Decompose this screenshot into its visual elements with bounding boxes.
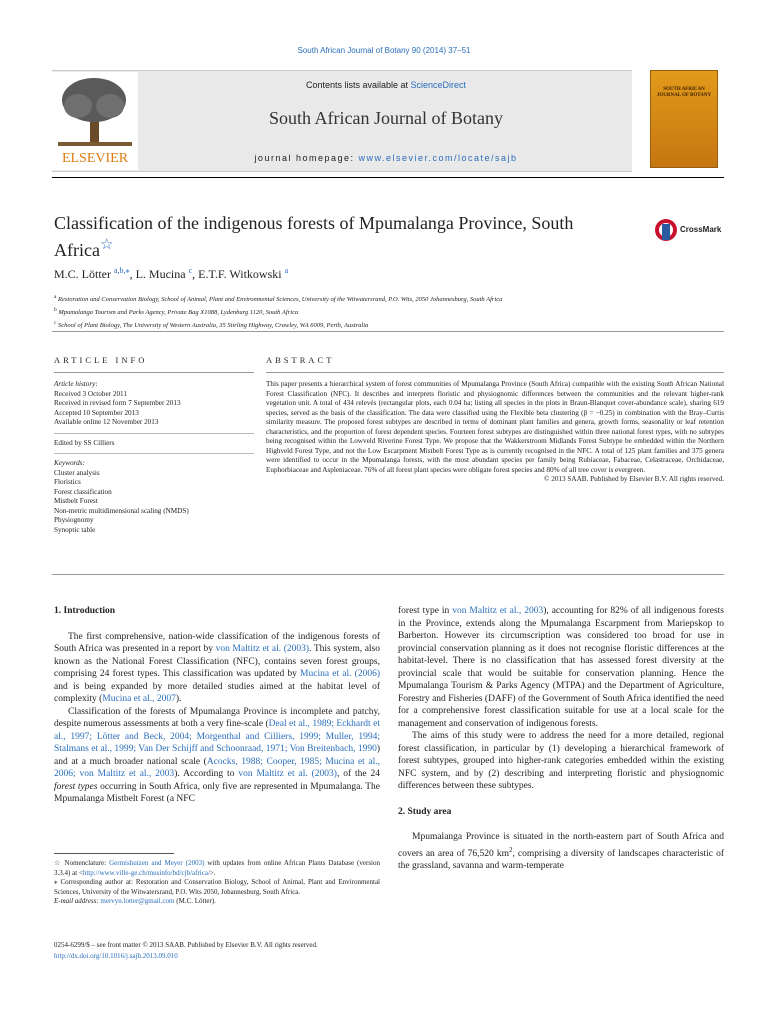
intro-paragraph-4: The aims of this study were to address the need for a more detailed, regional forest classification, in particular by (1) developing a hierarchical framework of forest subtypes, grouped into higher-rank categories embedded within the existing NFC system, and by (2) describing and interpreting floristic and physiognomic differences between these subtypes.	[398, 731, 724, 791]
history-item: Received 3 October 2011	[54, 389, 127, 398]
abstract-copyright: © 2013 SAAB. Published by Elsevier B.V. All rights reserved.	[543, 475, 724, 483]
journal-title: South African Journal of Botany	[269, 108, 503, 128]
history-item: Received in revised form 7 September 2013	[54, 399, 181, 407]
keyword-item: Floristics	[54, 478, 81, 486]
keyword-item: Cluster analysis	[54, 468, 100, 477]
title-footnote-star-icon[interactable]: ☆	[99, 237, 114, 253]
article-info-panel	[54, 380, 254, 535]
affiliation-mark: c	[54, 320, 57, 327]
intro-paragraph-2: Classification of the forests of Mpumalanga Province is incomplete and patchy, despite numerous assessments at both a very fine-scale (Deal et al., 1989; Eckhardt et al., 1997; Lötter and Beck, 2004; Morgenthal and Cilliers, 1999; Muller, 1994; Stalmans et al., 1999; Van Der Schijff and Schoonraad, 1971; Von Breitenbach, 1990) and at a much broader national scale (Acocks, 1988; Cooper, 1985; Mucina et al., 2006; von Maltitz et al., 2003). According to von Maltitz et al. (2003), of the 24 forest types occurring in South Africa, only five are represented in Mpumalanga. The Mpumalanga Mistbelt Forest (a NFC	[54, 706, 381, 804]
affiliation-text: Restoration and Conservation Biology, School of Animal, Plant and Environmental Sciences, University of the Witwatersrand, P.O. Wits, 2050 Johannesburg, South Africa	[58, 296, 503, 304]
info-divider	[54, 453, 254, 454]
history-item: Available online 12 November 2013	[54, 418, 159, 426]
author-name: E.T.F. Witkowski	[198, 267, 282, 281]
study-area-paragraph-1: Mpumalanga Province is situated in the north-eastern part of South Africa and covers an area of 76,520 $km^2$, comprising a diversity of landscapes characteristic of the grassland, savanna and warm-temperate	[398, 832, 724, 872]
history-item: Accepted 10 September 2013	[54, 408, 139, 417]
affiliation-text: School of Plant Biology, The University of Western Australia, 35 Stirling Highway, Crawley, WA 6009, Perth, Australia	[58, 322, 369, 330]
author-name: M.C. Lötter	[54, 267, 111, 281]
contents-prefix: Contents lists available at	[305, 80, 411, 90]
homepage-link[interactable]: www.elsevier.com/locate/sajb	[358, 153, 518, 163]
edited-by: Edited by SS Cilliers	[54, 438, 115, 447]
keyword-item: Non-metric multidimensional scaling (NMDS)	[54, 506, 189, 515]
author-list: M.C. Lötter $^{a,b,⁎}$, L. Mucina $^c$, E.T.F. Witkowski $^a$	[54, 266, 289, 281]
abstract-heading: ABSTRACT	[266, 355, 335, 365]
journal-homepage	[140, 153, 632, 163]
masthead-divider	[52, 177, 724, 178]
footnote-nomenclature: ☆ Nomenclature: Germishuizen and Meyer (2003) with updates from online African Plants Database (version 3.3.4) at <http://www.ville-ge.ch/musinfo/bd/cjb/africa/>.	[54, 859, 380, 877]
footnotes	[54, 859, 380, 907]
crossmark-label: CrossMark	[680, 225, 722, 234]
affiliation-mark: a	[54, 294, 57, 300]
elsevier-tree-logo	[52, 72, 138, 170]
keyword-item: Forest classification	[54, 487, 112, 496]
crossmark-icon	[654, 215, 678, 245]
citation-link[interactable]: Mucina et al. (2006)	[300, 669, 380, 679]
homepage-prefix: journal homepage:	[254, 153, 359, 163]
info-divider	[54, 433, 254, 434]
citation-link[interactable]: Germishuizen and Meyer (2003)	[109, 859, 205, 867]
section-heading-study-area: 2. Study area	[398, 806, 452, 817]
abstract-bottom-rule	[52, 574, 724, 575]
footnote-email: E-mail address: mervyn.lotter@gmail.com (M.C. Lötter).	[54, 897, 216, 905]
paper-title-text: Classification of the indigenous forests of Mpumalanga Province, South Africa	[54, 213, 574, 260]
citation-link[interactable]: Mucina et al., 2007	[102, 694, 176, 704]
intro-paragraph-3: forest type in von Maltitz et al., 2003), accounting for 82% of all indigenous forests in the Province, extends along the Mpumalanga Escarpment from Mariepskop to Barberton. However its circumscription was considered too broad for use in provincial conservation planning as it does not recognise floristic differences at the habitat-level. There is no classification that has assessed forest diversity at the provincial scale that would be suitable for conservation planning. Hence the Mpumalanga Tourism & Parks Agency (MTPA) and the Department of Agriculture, Forestry and Fisheries (DAFF) of the Government of South Africa identified the need for a comprehensive forest classification suitable for use at a local scale for the management and conservation of indigenous forests.	[398, 606, 724, 729]
crossmark-badge[interactable]	[654, 215, 726, 245]
keyword-item: Mistbelt Forest	[54, 497, 98, 505]
body-column-right	[398, 605, 724, 873]
cover-title: SOUTH AFRICAN JOURNAL OF BOTANY	[656, 87, 712, 98]
author-affiliation-mark[interactable]: c	[188, 266, 193, 275]
keyword-item: Synoptic table	[54, 525, 96, 534]
section-heading-introduction: 1. Introduction	[54, 606, 116, 616]
citation-link[interactable]: von Maltitz et al. (2003)	[215, 644, 310, 654]
database-url-link[interactable]: http://www.ville-ge.ch/musinfo/bd/cjb/africa/	[82, 868, 210, 877]
citation-link[interactable]: Deal et al., 1989; Eckhardt et al., 1997; Lötter and Beck, 2004; Morgenthal and Cilliers, 1999; Muller, 1994; Stalmans et al., 1999; Van Der Schijff and Schoonraad, 1971; Von Breitenbach, 1990	[54, 719, 380, 754]
body-column-left	[54, 605, 380, 806]
paper-title	[54, 212, 614, 261]
header-divider	[52, 331, 724, 332]
affiliation-item	[54, 305, 714, 318]
author-affiliation-mark[interactable]: a,b,⁎	[114, 266, 130, 275]
citation-link[interactable]: von Maltitz et al., 2003	[452, 606, 544, 616]
doi-link[interactable]: http://dx.doi.org/10.1016/j.sajb.2013.09.010	[54, 951, 178, 960]
front-matter-info	[54, 940, 394, 961]
journal-citation[interactable]: South African Journal of Botany 90 (2014) 37–51	[297, 46, 471, 55]
affiliation-list	[54, 292, 714, 331]
affiliation-text: Mpumalanga Tourism and Parks Agency, Private Bag X1088, Lydenburg 1120, South Africa	[58, 309, 299, 317]
history-label: Article history:	[54, 380, 98, 388]
author-name: L. Mucina	[135, 267, 186, 281]
sciencedirect-link[interactable]: ScienceDirect	[410, 80, 467, 90]
affiliation-item	[54, 318, 714, 331]
article-info-heading: ARTICLE INFO	[54, 355, 148, 365]
footnote-corresponding-author: ⁎ Corresponding author at: Restoration and Conservation Biology, School of Animal, Plant and Environmental Sciences, University of the Witwatersrand, P.O. Wits 2050, Johannesburg, South Africa.	[54, 878, 380, 896]
elsevier-wordmark: ELSEVIER	[61, 151, 129, 166]
citation-link[interactable]: von Maltitz et al. (2003)	[238, 769, 337, 779]
intro-paragraph-1: The first comprehensive, nation-wide classification of the indigenous forests of South Africa was presented in a report by von Maltitz et al. (2003). This system, also known as the National Forest Classification (NFC), contains seven forest groups, comprising 24 forest types. This classification was updated by Mucina et al. (2006) and is being expanded by more detailed studies aimed at the habitat level of complexity (Mucina et al., 2007).	[54, 631, 380, 704]
abstract-text: This paper presents a hierarchical system of forest communities of Mpumalanga Province (South Africa) compatible with the existing South African National Forest Classification (NFC). It describes and interprets floristic and physiognomic differences between the communities and the relevant higher-rank vegetation unit. A total of 434 relevés (rectangular plots, each 0.04 ha; listing all species in the plots in Braun-Blanquet cover-abundance scale), sharing 619 species, served as the basis of the classification. The data were classified using the Flexible beta clustering (β = −0.25) in combination with the Bray–Curtis similarity measure. The proposed forest subtypes are described in terms of dominant plant families and genera, growth forms, seasonality or leaf retention characteristics, and the proportion of forest dependent species. Fourteen forest subtypes are distinguished within three national forest types, with no subtypes being recognised within the Lowveld Riverine Forest Type. We propose that the Wakkerstroom Midlands Forest Subtype be embedded within the Northern Highveld Forest Type, and not the Low Escarpment Mistbelt Forest Type as is currently recognised in the NFC. A total of 125 plant families and 375 genera were identified to occur in the Mpumalanga forests, with the most abundant species per family being Rubiaceae, Fabaceae, Celastraceae, Orchidaceae, Euphorbiaceae and Aspleniaceae. 76% of all forest plant species were obligate forest species and 80% of all tree cover is evergreen.	[266, 380, 724, 474]
emphasis-forest-types: forest types	[54, 781, 98, 792]
abstract-rule	[266, 372, 724, 373]
contents-available-line	[140, 80, 632, 90]
affiliation-item	[54, 292, 714, 305]
footnote-rule	[54, 853, 174, 854]
author-affiliation-mark[interactable]: a	[284, 266, 289, 275]
keyword-item: Physiognomy	[54, 516, 94, 524]
email-link[interactable]: mervyn.lotter@gmail.com	[100, 897, 175, 905]
issn-line: 0254-6299/$ – see front matter © 2013 SAAB. Published by Elsevier B.V. All rights reserved.	[54, 941, 318, 949]
article-info-rule	[54, 372, 254, 373]
affiliation-mark: b	[54, 307, 57, 314]
abstract-panel	[266, 380, 724, 485]
citation-link[interactable]: Acocks, 1988; Cooper, 1985; Mucina et al., 2006; von Maltitz et al., 2003	[54, 756, 381, 779]
keywords-label: Keywords:	[54, 459, 85, 467]
journal-cover-thumbnail[interactable]	[650, 70, 718, 168]
